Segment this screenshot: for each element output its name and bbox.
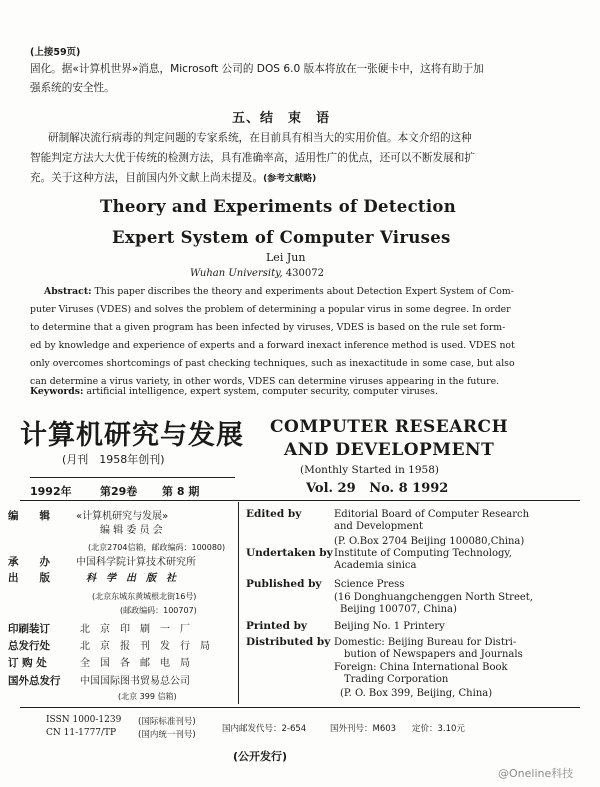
- info-label: 订 购 处: [8, 657, 47, 669]
- abstract-line-4: ed by knowledge and experience of experts and a forward inexact inference method is used. VDES not: [30, 340, 515, 351]
- info-row: [246, 578, 405, 591]
- cn-note: (国内统一刊号): [138, 730, 196, 740]
- cn-code: CN 11-1777/TP: [46, 728, 117, 738]
- info-label: Published by: [246, 578, 322, 590]
- info-value: Domestic: Beijing Bureau for Distri-: [334, 637, 517, 648]
- info-value: 编 辑 委 员 会: [100, 525, 163, 536]
- english-title-line-2: Expert System of Computer Viruses: [112, 228, 451, 247]
- info-label: 总发行处: [8, 640, 50, 652]
- author-affiliation: [190, 268, 324, 279]
- info-value: 科 学 出 版 社: [86, 573, 176, 584]
- author-name: Lei Jun: [266, 251, 306, 264]
- top-paragraph-line-1: 固化。据«计算机世界»消息，Microsoft 公司的 DOS 6.0 版本将放在一张硬卡中，这将有助于加: [30, 63, 484, 75]
- references-omitted-note: (参考文献略): [263, 174, 317, 184]
- info-value: Editorial Board of Computer Research: [334, 509, 530, 520]
- abstract-line-1: [44, 286, 514, 297]
- info-label: 国外总发行: [8, 675, 61, 687]
- abstract-line-6: can determine a virus variety, in other words, VDES can determine viruses appearing in the future.: [30, 376, 500, 387]
- issn-note: (国际标准刊号): [138, 717, 196, 727]
- foreign-code: 国外刊号：M603: [330, 724, 397, 734]
- price: 定价：3.10元: [412, 724, 465, 734]
- info-row: [246, 508, 530, 521]
- info-value: Institute of Computing Technology,: [334, 548, 512, 559]
- conclusion-line-2: 智能判定方法大大优于传统的检测方法，具有准确率高，适用性广的优点，还可以不断发展和扩: [30, 152, 475, 164]
- info-value: 中国科学院计算技术研究所: [76, 557, 196, 568]
- journal-english-subtitle: (Monthly Started in 1958): [300, 464, 440, 476]
- issue-number-cn: 第 8 期: [162, 485, 200, 498]
- issue-year-cn: 1992年: [30, 485, 72, 498]
- english-title-line-1: Theory and Experiments of Detection: [100, 197, 457, 216]
- info-label: Undertaken by: [246, 547, 333, 559]
- info-value: 北 京 报 刊 发 行 局: [80, 641, 210, 652]
- affiliation-postcode: 430072: [285, 268, 324, 279]
- info-value: and Development: [334, 521, 423, 532]
- info-label: Printed by: [246, 620, 308, 632]
- abstract-line-3: to determine that a given program has been infected by viruses, VDES is based on the rule set form-: [30, 322, 506, 333]
- info-value: Academia sinica: [334, 560, 417, 571]
- info-label: Distributed by: [246, 636, 331, 648]
- watermark: @Oneline科技: [498, 767, 574, 780]
- info-value: 中国国际图书贸易总公司: [80, 676, 190, 687]
- conclusion-line-3-text: 充。关于这种方法，目前国内外文献上尚未提及。: [30, 172, 264, 184]
- abstract-text-1: This paper discribes the theory and experiments about Detection Expert System of Com-: [94, 286, 514, 297]
- conclusion-line-3: [30, 170, 316, 188]
- journal-english-title-2: AND DEVELOPMENT: [284, 440, 495, 460]
- journal-chinese-subtitle: (月刊 1958年创刊): [62, 453, 165, 466]
- keywords-line: [30, 386, 438, 397]
- abstract-label: Abstract:: [44, 286, 92, 297]
- info-value: (邮政编码：100707): [120, 606, 197, 615]
- info-row: [8, 675, 190, 688]
- issn: ISSN 1000-1239: [46, 715, 122, 725]
- top-paragraph-line-2: 强系统的安全性。: [30, 82, 115, 94]
- info-label: 编 辑: [8, 510, 50, 522]
- info-value: Beijing 100707, China): [340, 604, 457, 615]
- info-row: [8, 640, 210, 653]
- info-value: (北京东城东黄城根北街16号): [92, 592, 197, 601]
- info-row: [8, 510, 169, 523]
- abstract-line-5: only overcomes shortcomings of past checking techniques, such as inexactitude in some case, but also: [30, 358, 515, 369]
- footer-rule: [20, 707, 580, 708]
- info-value: Trading Corporation: [344, 674, 449, 685]
- affiliation-university: Wuhan University,: [190, 268, 283, 279]
- info-value: (北京 399 信箱): [118, 692, 177, 701]
- info-value: (P. O.Box 2704 Beijing 100080,China): [334, 536, 525, 547]
- info-row: [8, 657, 190, 670]
- info-row: [8, 556, 196, 569]
- issue-volume-cn: 第29卷: [100, 485, 138, 498]
- conclusion-heading: 五、结 束 语: [232, 111, 331, 126]
- journal-english-title-1: COMPUTER RESEARCH: [270, 417, 509, 437]
- info-value: (16 Donghuangchenggen North Street,: [334, 592, 533, 603]
- info-value: 全 国 各 邮 电 局: [80, 658, 190, 669]
- info-value: «计算机研究与发展»: [76, 511, 169, 522]
- keywords-text: artificial intelligence, expert system, computer security, computer viruses.: [86, 386, 438, 397]
- journal-chinese-title: 计算机研究与发展: [20, 420, 244, 451]
- info-row: [246, 620, 445, 633]
- abstract-line-2: puter Viruses (VDES) and solves the problem of determining a popular virus in some degree. In order: [30, 304, 511, 315]
- info-label: Edited by: [246, 508, 302, 520]
- info-row: [8, 623, 190, 636]
- info-value: 北 京 印 刷 一 厂: [80, 624, 190, 635]
- info-value: Foreign: China International Book: [334, 662, 508, 673]
- info-row: [246, 636, 517, 649]
- info-row: [246, 547, 512, 560]
- masthead-rule-left: [30, 477, 235, 478]
- info-label: 承 办: [8, 556, 50, 568]
- info-value: Science Press: [334, 579, 405, 590]
- info-row: [8, 572, 176, 585]
- issue-english: Vol. 29 No. 8 1992: [306, 481, 449, 496]
- info-label: 印刷装订: [8, 623, 50, 635]
- info-label: 出 版: [8, 572, 50, 584]
- conclusion-line-1: 研制解决流行病毒的判定问题的专家系统，在目前具有相当大的实用价值。本文介绍的这种: [48, 132, 472, 144]
- info-value: (P. O. Box 399, Beijing, China): [340, 688, 493, 699]
- column-divider: [238, 502, 239, 704]
- masthead-rule-full: [20, 500, 580, 501]
- info-value: (北京2704信箱，邮政编码：100080): [88, 543, 226, 552]
- domestic-code: 国内邮发代号：2-654: [222, 724, 307, 734]
- info-value: bution of Newspapers and Journals: [344, 649, 523, 660]
- info-value: Beijing No. 1 Printery: [334, 621, 445, 632]
- public-distribution: (公开发行): [233, 750, 288, 763]
- keywords-label: Keywords:: [30, 386, 84, 397]
- continued-note: (上接59页): [30, 47, 81, 58]
